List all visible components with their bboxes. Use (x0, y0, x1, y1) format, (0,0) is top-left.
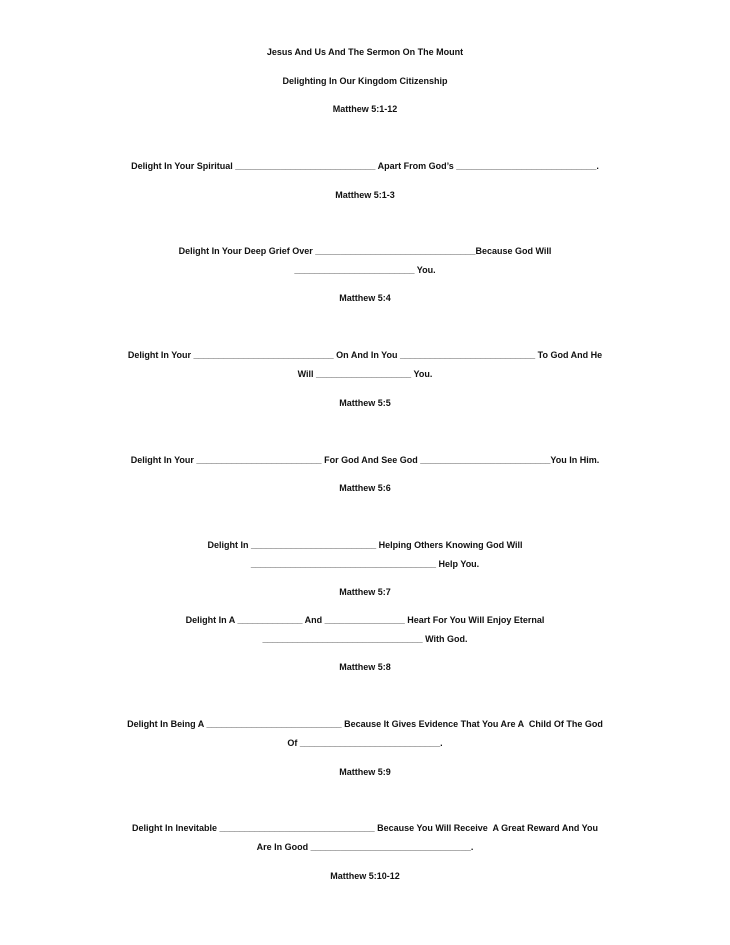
fill-in-line: Delight In Your ____________________________ On And In You ___________________________ To God And He (127, 350, 603, 360)
main-scripture-reference: Matthew 5:1-12 (332, 104, 398, 114)
scripture-reference: Matthew 5:4 (339, 293, 391, 303)
fill-in-line: Delight In _________________________ Helping Others Knowing God Will (207, 540, 523, 550)
fill-in-line: Are In Good ________________________________. (256, 842, 474, 852)
fill-in-line: Delight In Your _________________________ For God And See God __________________________You In Him. (130, 455, 600, 465)
fill-in-line: ________________________________ With God. (262, 634, 468, 644)
scripture-reference: Matthew 5:8 (339, 662, 391, 672)
worksheet-title: Jesus And Us And The Sermon On The Mount (266, 47, 464, 57)
scripture-reference: Matthew 5:7 (339, 587, 391, 597)
scripture-reference: Matthew 5:6 (339, 483, 391, 493)
scripture-reference: Matthew 5:10-12 (330, 871, 400, 881)
scripture-reference: Matthew 5:1-3 (335, 190, 395, 200)
fill-in-line: _____________________________________ Help You. (250, 559, 480, 569)
fill-in-line: Delight In Being A ___________________________ Because It Gives Evidence That You Are A Child Of The God (127, 719, 603, 729)
worksheet-subtitle: Delighting In Our Kingdom Citizenship (282, 76, 448, 86)
fill-in-line: Delight In Your Deep Grief Over ________________________________Because God Will (178, 246, 552, 256)
scripture-reference: Matthew 5:9 (339, 767, 391, 777)
fill-in-line: Delight In Your Spiritual ____________________________ Apart From God’s ____________________________. (131, 161, 599, 171)
fill-in-line: Delight In Inevitable _______________________________ Because You Will Receive A Great Reward And You (131, 823, 598, 833)
fill-in-line: ________________________ You. (294, 265, 436, 275)
scripture-reference: Matthew 5:5 (339, 398, 391, 408)
fill-in-line: Delight In A _____________ And ________________ Heart For You Will Enjoy Eternal (185, 615, 545, 625)
fill-in-line: Of ____________________________. (287, 738, 443, 748)
fill-in-line: Will ___________________ You. (297, 369, 433, 379)
